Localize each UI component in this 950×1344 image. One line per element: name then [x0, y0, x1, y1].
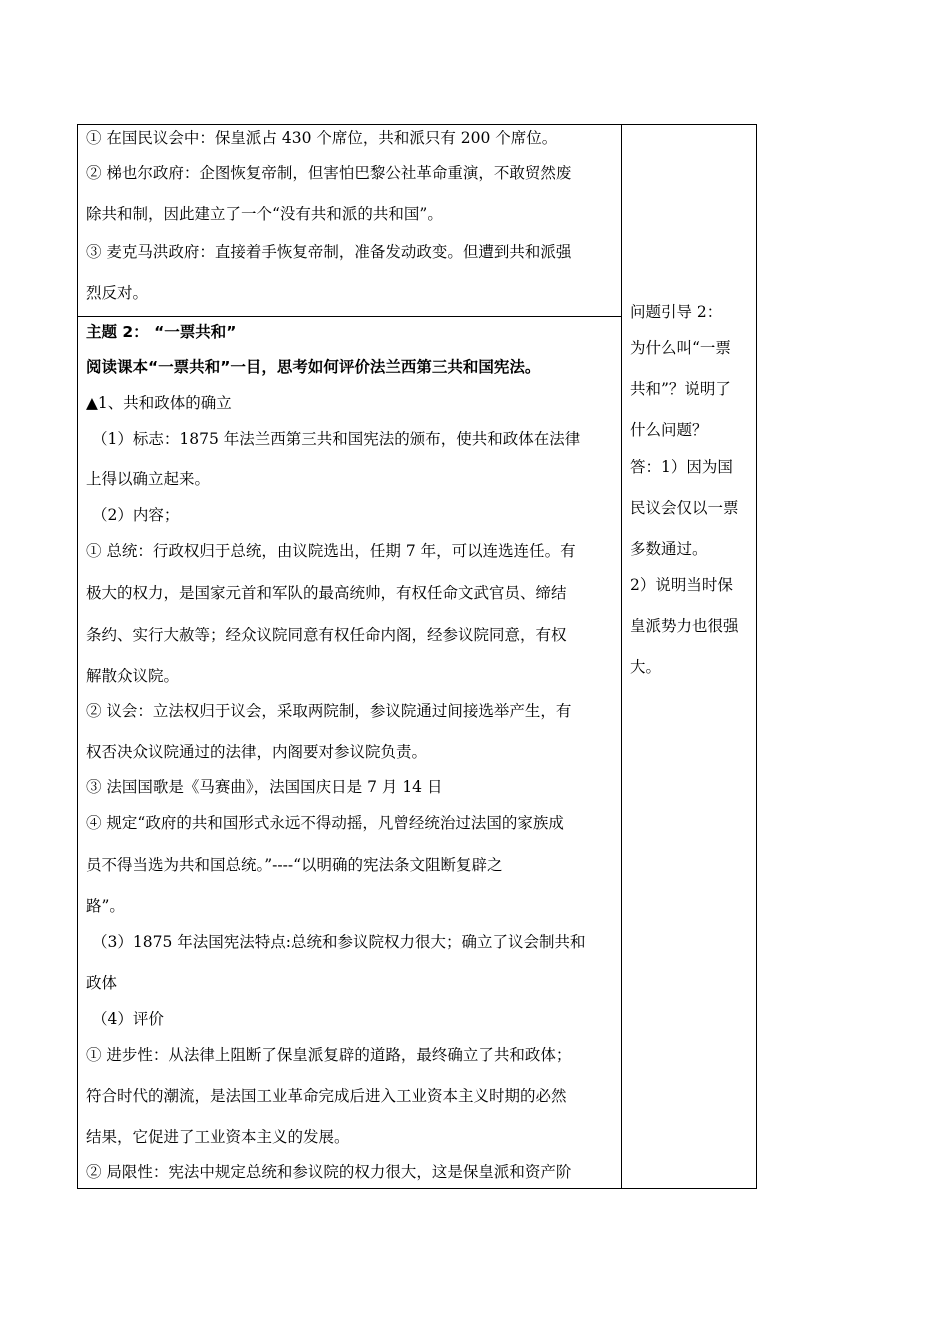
- text-line: 政体: [86, 974, 118, 992]
- text-line: 员不得当选为共和国总统。”----“以明确的宪法条文阻断复辟之: [86, 856, 503, 874]
- side-text-line: 多数通过。: [630, 540, 708, 558]
- text-line: 结果，它促进了工业资本主义的发展。: [86, 1128, 350, 1146]
- text-line: （3）1875 年法国宪法特点:总统和参议院权力很大；确立了议会制共和: [92, 933, 586, 951]
- text-line: ④ 规定“政府的共和国形式永远不得动摇，凡曾经统治过法国的家族成: [86, 814, 564, 832]
- text-line: ① 在国民议会中：保皇派占 430 个席位，共和派只有 200 个席位。: [86, 129, 558, 147]
- column-divider: [621, 124, 622, 1189]
- text-line: ② 梯也尔政府：企图恢复帝制，但害怕巴黎公社革命重演，不敢贸然废: [86, 164, 572, 182]
- text-line: ② 局限性：宪法中规定总统和参议院的权力很大，这是保皇派和资产阶: [86, 1163, 572, 1181]
- text-line: 上得以确立起来。: [86, 470, 211, 488]
- text-line: ② 议会：立法权归于议会，采取两院制，参议院通过间接选举产生，有: [86, 702, 572, 720]
- text-line: 路”。: [86, 897, 125, 915]
- section-prompt: 阅读课本“一票共和”一目，思考如何评价法兰西第三共和国宪法。: [86, 358, 541, 376]
- side-text-line: 什么问题？: [630, 421, 708, 439]
- side-text-line: 2）说明当时保: [630, 576, 733, 594]
- text-line: ▲1、共和政体的确立: [86, 394, 232, 412]
- text-line: 极大的权力，是国家元首和军队的最高统帅，有权任命文武官员、缔结: [86, 584, 567, 602]
- side-text-line: 共和”？说明了: [630, 380, 731, 398]
- side-text-line: 大。: [630, 658, 662, 676]
- side-text-line: 问题引导 2：: [630, 303, 723, 321]
- side-text-line: 皇派势力也很强: [630, 617, 739, 635]
- text-line: 除共和制，因此建立了一个“没有共和派的共和国”。: [86, 205, 443, 223]
- section-heading: 主题 2： “一票共和”: [86, 323, 237, 341]
- text-line: 权否决众议院通过的法律，内阁要对参议院负责。: [86, 743, 428, 761]
- text-line: ③ 法国国歌是《马赛曲》，法国国庆日是 7 月 14 日: [86, 778, 443, 796]
- side-text-line: 答：1）因为国: [630, 458, 733, 476]
- text-line: 烈反对。: [86, 284, 149, 302]
- text-line: ① 进步性：从法律上阻断了保皇派复辟的道路，最终确立了共和政体；: [86, 1046, 572, 1064]
- text-line: （4）评价: [92, 1010, 164, 1028]
- text-line: ③ 麦克马洪政府：直接着手恢复帝制，准备发动政变。但遭到共和派强: [86, 243, 572, 261]
- text-line: 符合时代的潮流，是法国工业革命完成后进入工业资本主义时期的必然: [86, 1087, 567, 1105]
- text-line: 条约、实行大赦等；经众议院同意有权任命内阁，经参议院同意，有权: [86, 626, 567, 644]
- side-text-line: 为什么叫“一票: [630, 339, 731, 357]
- side-text-line: 民议会仅以一票: [630, 499, 739, 517]
- row-divider: [77, 316, 622, 317]
- text-line: 解散众议院。: [86, 667, 180, 685]
- text-line: （1）标志：1875 年法兰西第三共和国宪法的颁布，使共和政体在法律: [92, 430, 581, 448]
- text-line: （2）内容；: [92, 506, 180, 524]
- text-line: ① 总统：行政权归于总统，由议院选出，任期 7 年，可以连选连任。有: [86, 542, 576, 560]
